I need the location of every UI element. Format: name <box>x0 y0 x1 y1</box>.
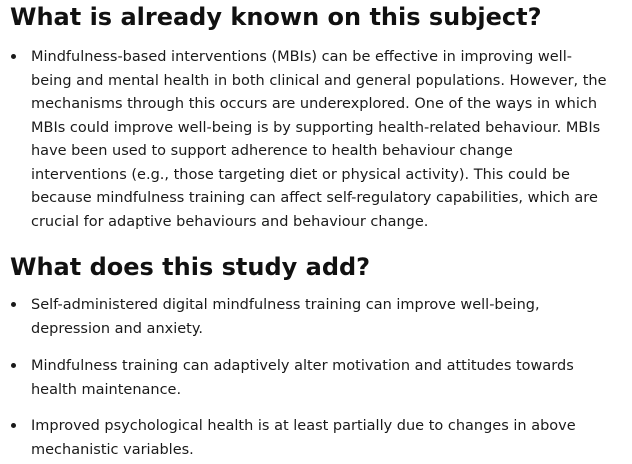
text-line: Mindfulness training can adaptively alter motivation and attitudes towards <box>31 357 574 374</box>
bullet-icon <box>11 54 16 59</box>
bullet-icon <box>11 423 16 428</box>
bullet-icon <box>11 302 16 307</box>
text-line: health maintenance. <box>31 380 182 398</box>
list-item-text <box>31 354 632 401</box>
text-line: depression and anxiety. <box>31 319 203 337</box>
text-line: mechanisms through this occurs are underexplored. One of the ways in which <box>31 95 598 112</box>
text-line: mechanistic variables. <box>31 440 194 458</box>
text-line: because mindfulness training can affect self-regulatory capabilities, which are <box>31 189 598 206</box>
bullet-icon <box>11 363 16 368</box>
heading-adds: What does this study add? <box>10 253 371 281</box>
text-line: Mindfulness-based interventions (MBIs) can be effective in improving well- <box>31 48 572 65</box>
text-line: interventions (e.g., those targeting diet or physical activity). This could be <box>31 165 570 183</box>
list-item-text <box>31 293 632 340</box>
text-line: Self-administered digital mindfulness training can improve well-being, <box>31 296 540 313</box>
text-line: MBIs could improve well-being is by supporting health-related behaviour. MBIs <box>31 118 601 136</box>
text-line: crucial for adaptive behaviours and behaviour change. <box>31 212 429 230</box>
list-item-text <box>31 414 632 461</box>
text-line: being and mental health in both clinical and general populations. However, the <box>31 71 607 89</box>
text-line: Improved psychological health is at least partially due to changes in above <box>31 417 576 434</box>
text-line: have been used to support adherence to health behaviour change <box>31 142 513 159</box>
list-item-text <box>31 45 632 233</box>
heading-known: What is already known on this subject? <box>10 3 542 31</box>
